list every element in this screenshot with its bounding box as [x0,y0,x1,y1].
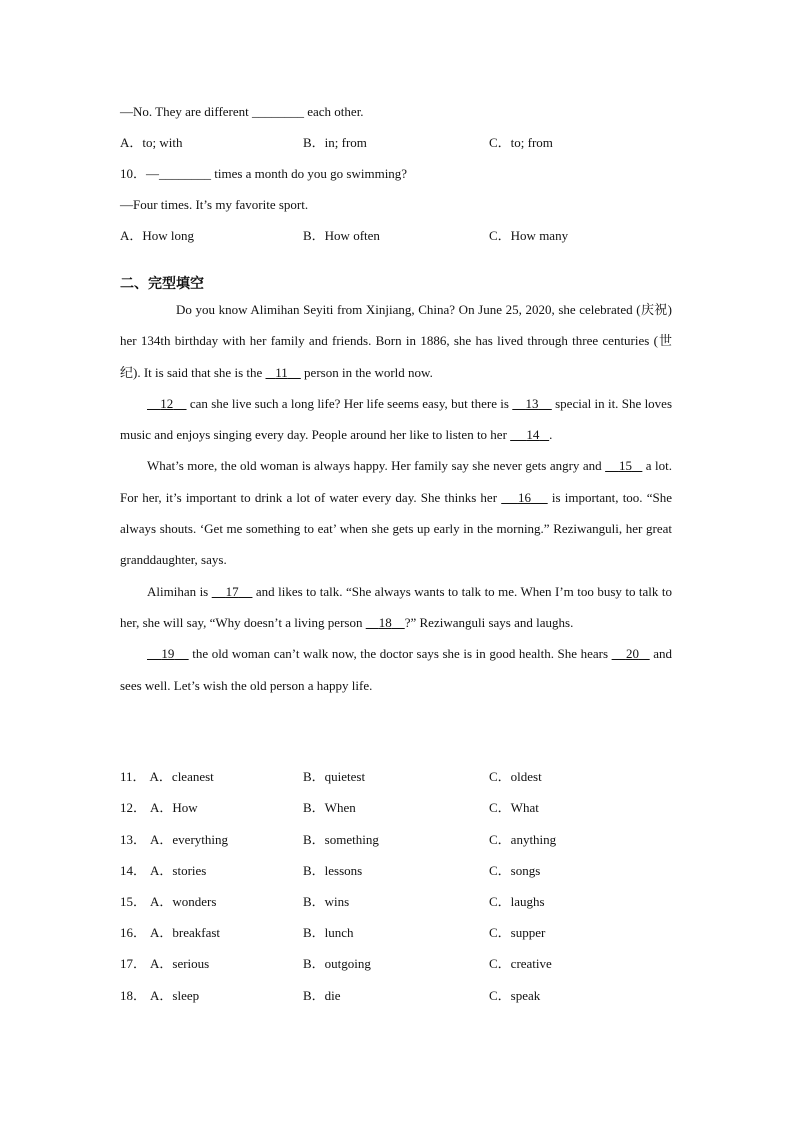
blank-17: 17 [225,583,239,599]
q9-options [120,135,720,151]
section-title: 二、完型填空 [120,276,204,292]
blank-18: 18 [378,614,392,630]
question-number: 15． [120,894,147,909]
option-b: B．When [303,800,356,815]
option-a: A．wonders [150,894,217,909]
cloze-passage [120,294,672,701]
option-c: C．oldest [489,769,542,784]
option-c: C．creative [489,956,552,971]
option-b: B．something [303,832,379,847]
option-row-18 [120,988,720,1004]
option-row-15 [120,894,720,910]
option-b: B．quietest [303,769,366,784]
question-number: 11． [120,769,146,784]
q9-option-a: A．to; with [120,135,183,150]
option-row-12 [120,800,720,816]
option-row-13 [120,832,720,848]
blank-20: 20 [625,646,639,662]
q9-option-b: B．in; from [303,135,367,150]
blank-11: 11 [275,364,288,380]
q10-question: 10．—________ times a month do you go swimming? [120,166,408,181]
option-a: A．everything [150,832,228,847]
question-number: 13． [120,832,147,847]
option-c: C．speak [489,988,541,1003]
question-number: 18． [120,988,147,1003]
passage-paragraph-3: What’s more, the old woman is always happy. Her family say she never gets angry and 15 a lot. For her, it’s important to drink a lot of water every day. She thinks her 16 is important, too. “She always shouts. ‘Get me something to eat’ when she gets up early in the morning.” Reziwanguli, her great granddaughter, says. [120,458,673,568]
option-a: A．sleep [150,988,200,1003]
q9-option-c: C．to; from [489,135,553,150]
blank-19: 19 [161,646,175,662]
blank-16: 16 [517,489,531,505]
q9-answer-line: —No. They are different ________ each other. [120,104,364,119]
option-c: C．What [489,800,539,815]
passage-paragraph-1: Do you know Alimihan Seyiti from Xinjiang, China? On June 25, 2020, she celebrated (庆祝) her 134th birthday with her family and friends. Born in 1886, she has lived through three centuries (世纪). It is said that she is the 11 person in the world now. [120,302,672,380]
passage-paragraph-2: 12 can she live such a long life? Her life seems easy, but there is 13 special in it. She loves music and enjoys singing every day. People around her like to listen to her 14 . [120,395,673,443]
option-c: C．anything [489,832,557,847]
option-row-17 [120,956,720,972]
option-row-11 [120,769,720,785]
question-number: 17． [120,956,147,971]
blank-13: 13 [525,395,539,411]
option-c: C．laughs [489,894,545,909]
blank-12: 12 [160,395,174,411]
option-c: C．supper [489,925,546,940]
option-row-14 [120,863,720,879]
q10-option-b: B．How often [303,228,380,243]
option-b: B．outgoing [303,956,371,971]
option-a: A．cleanest [149,769,214,784]
question-number: 12． [120,800,147,815]
passage-paragraph-4: Alimihan is 17 and likes to talk. “She always wants to talk to me. When I’m too busy to talk to her, she will say, “Why doesn’t a living person 18 ?” Reziwanguli says and laughs. [120,583,672,630]
blank-14: 14 [526,427,540,443]
q10-options [120,228,720,244]
option-row-16 [120,925,720,941]
blank-15: 15 [618,458,632,474]
option-c: C．songs [489,863,541,878]
option-b: B．die [303,988,341,1003]
q10-option-a: A．How long [120,228,195,243]
q10-option-c: C．How many [489,228,569,243]
option-a: A．serious [150,956,210,971]
option-b: B．lunch [303,925,354,940]
option-a: A．How [150,800,198,815]
passage-paragraph-5: 19 the old woman can’t walk now, the doctor says she is in good health. She hears 20 and sees well. Let’s wish the old person a happy life. [120,646,673,693]
question-number: 16． [120,925,147,940]
question-number: 14． [120,863,147,878]
option-a: A．stories [150,863,207,878]
option-b: B．lessons [303,863,363,878]
option-a: A．breakfast [150,925,221,940]
option-b: B．wins [303,894,350,909]
q10-answer-line: —Four times. It’s my favorite sport. [120,197,309,212]
